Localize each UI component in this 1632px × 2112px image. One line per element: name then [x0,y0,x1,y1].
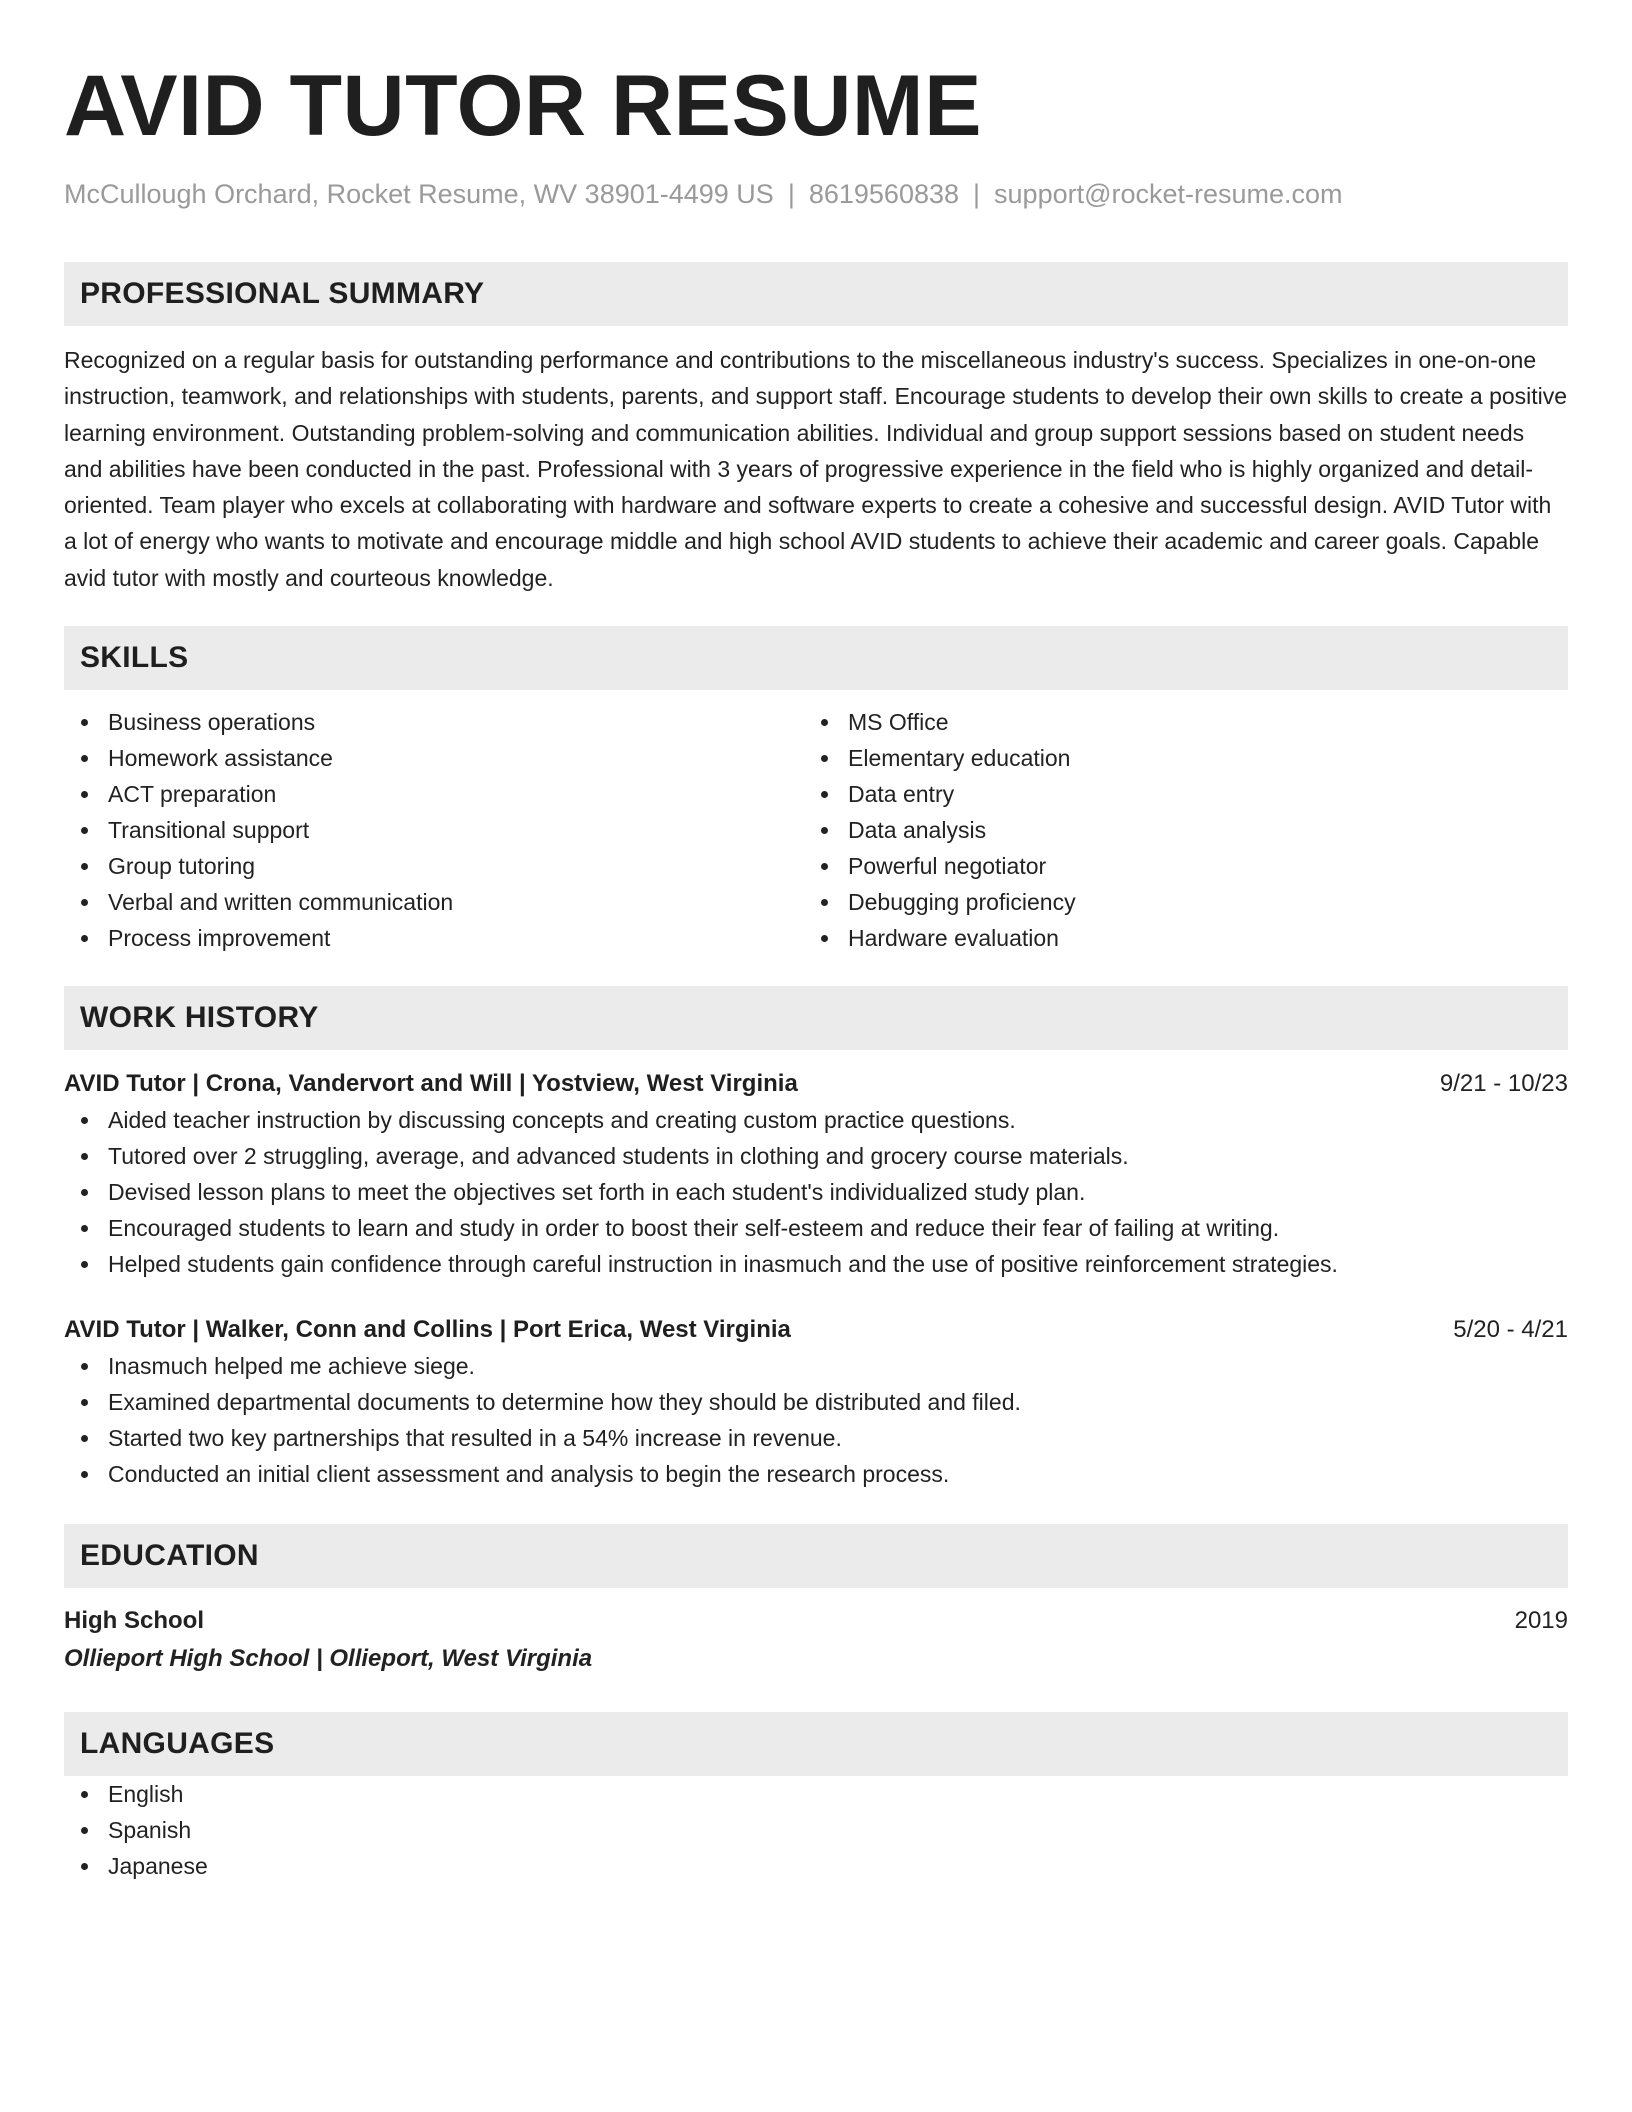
job-bullet: Inasmuch helped me achieve siege. [64,1348,1568,1384]
language-item: English [64,1776,1568,1812]
skill-item: Transitional support [64,812,804,848]
job-bullet: Tutored over 2 struggling, average, and advanced students in clothing and grocery course materials. [64,1138,1568,1174]
summary-text: Recognized on a regular basis for outstanding performance and contributions to the miscellaneous industry's success. Specializes in one-on-one instruction, teamwork, and relationships with students, parents, and support staff. Encourage students to develop their own skills to create a positive learning environment. Outstanding problem-solving and communication abilities. Individual and group support sessions based on student needs and abilities have been conducted in the past. Professional with 3 years of progressive experience in the field who is highly organized and detail-oriented. Team player who excels at collaborating with hardware and software experts to create a cohesive and successful design. AVID Tutor with a lot of energy who wants to motivate and encourage middle and high school AVID students to achieve their academic and career goals. Capable avid tutor with mostly and courteous knowledge. [64,347,1568,591]
skill-item: Verbal and written communication [64,884,804,920]
job-bullet: Examined departmental documents to determine how they should be distributed and filed. [64,1384,1568,1420]
contact-line [64,176,1568,212]
skills-grid [64,704,1568,956]
resume-title: AVID TUTOR RESUME [64,58,982,154]
job-bullets [64,1348,1568,1492]
skill-item: Debugging proficiency [804,884,1544,920]
job-entry [64,1312,1568,1492]
skill-item: Group tutoring [64,848,804,884]
education-degree: High School [64,1607,204,1635]
job-title: AVID Tutor | Walker, Conn and Collins | Port Erica, West Virginia [64,1316,791,1344]
education-year: 2019 [1514,1607,1568,1635]
skills-heading: SKILLS [64,626,1568,690]
skill-item: Homework assistance [64,740,804,776]
language-item: Spanish [64,1812,1568,1848]
skill-item: Data entry [804,776,1544,812]
job-dates: 9/21 - 10/23 [1439,1070,1568,1098]
job-header [64,1312,1568,1348]
job-entry [64,1066,1568,1282]
language-item: Japanese [64,1848,1568,1884]
job-header [64,1066,1568,1102]
skills-list-left [64,704,804,956]
contact-separator: | [973,179,981,209]
job-bullet: Conducted an initial client assessment and analysis to begin the research process. [64,1456,1568,1492]
job-bullet: Aided teacher instruction by discussing concepts and creating custom practice questions. [64,1102,1568,1138]
skill-item: Business operations [64,704,804,740]
skill-item: ACT preparation [64,776,804,812]
skill-item: Process improvement [64,920,804,956]
job-bullet: Helped students gain confidence through careful instruction in inasmuch and the use of positive reinforcement strategies. [64,1246,1568,1282]
education-school: Ollieport High School | Ollieport, West Virginia [64,1645,593,1673]
skill-item: MS Office [804,704,1544,740]
languages-heading: LANGUAGES [64,1712,1568,1776]
contact-phone: 8619560838 [808,179,960,209]
job-bullets [64,1102,1568,1282]
skill-item: Data analysis [804,812,1544,848]
job-title: AVID Tutor | Crona, Vandervort and Will | Yostview, West Virginia [64,1070,798,1098]
job-bullet: Encouraged students to learn and study in order to boost their self-esteem and reduce their fear of failing at writing. [64,1210,1568,1246]
skill-item: Powerful negotiator [804,848,1544,884]
education-heading: EDUCATION [64,1524,1568,1588]
skills-list-right [804,704,1544,956]
contact-separator: | [787,179,795,209]
work-heading: WORK HISTORY [64,986,1568,1050]
contact-address: McCullough Orchard, Rocket Resume, WV 38901-4499 US [64,179,774,209]
job-dates: 5/20 - 4/21 [1453,1316,1568,1344]
job-bullet: Devised lesson plans to meet the objectives set forth in each student's individualized study plan. [64,1174,1568,1210]
summary-heading: PROFESSIONAL SUMMARY [64,262,1568,326]
skill-item: Elementary education [804,740,1544,776]
job-bullet: Started two key partnerships that resulted in a 54% increase in revenue. [64,1420,1568,1456]
languages-list [64,1776,1568,1884]
education-header [64,1602,1568,1640]
contact-email: support@rocket-resume.com [994,179,1343,209]
skill-item: Hardware evaluation [804,920,1544,956]
